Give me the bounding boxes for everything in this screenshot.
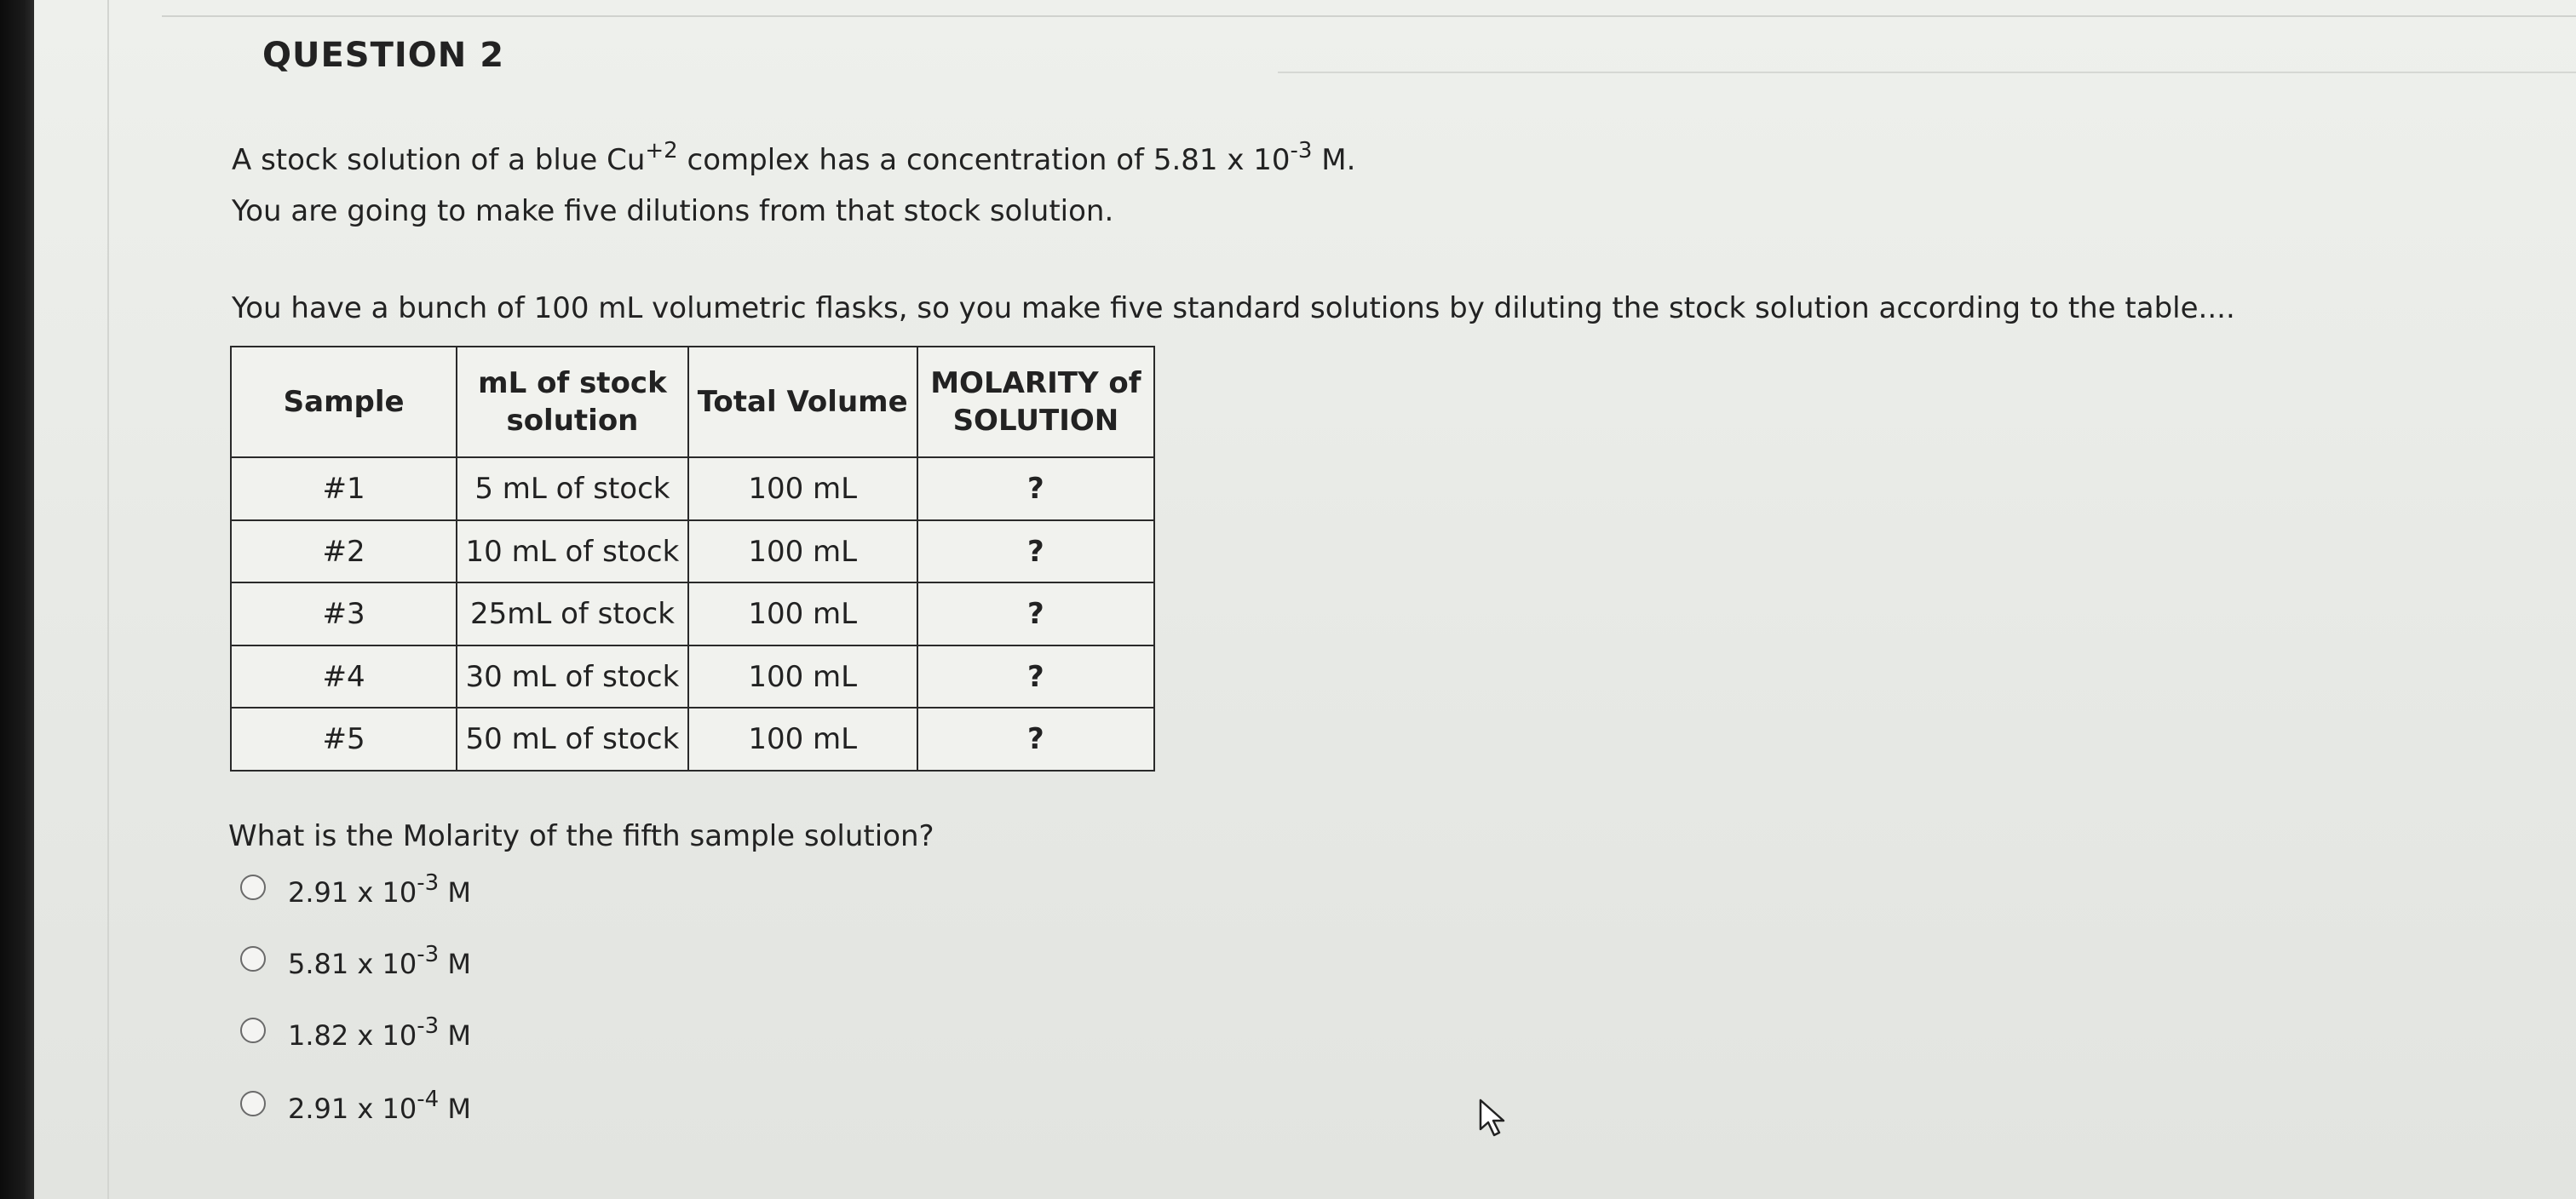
radio-button-icon[interactable] (240, 946, 266, 972)
cell-sample: #4 (231, 645, 457, 708)
header-ml-line1: mL of stock (478, 366, 667, 401)
concentration-exponent: -3 (1290, 138, 1313, 164)
cell-ml-stock: 10 mL of stock (457, 520, 687, 583)
cell-sample: #3 (231, 582, 457, 645)
option-unit: M (439, 876, 471, 909)
header-sample: Sample (231, 347, 457, 457)
question-line-3: You have a bunch of 100 mL volumetric flasks, so you make five standard solutions by diluting the stock solution according to the table.... (232, 291, 2235, 325)
line1-text-middle: complex has a concentration of 5.81 x 10 (677, 143, 1291, 177)
table-row (231, 582, 1154, 645)
question-line-2: You are going to make five dilutions from that stock solution. (232, 194, 1114, 228)
answer-option-1[interactable] (240, 862, 471, 913)
option-mantissa: 5.81 x 10 (288, 948, 417, 980)
cell-ml-stock: 50 mL of stock (457, 708, 687, 771)
cell-total-volume: 100 mL (688, 520, 917, 583)
copper-charge: +2 (645, 138, 678, 164)
option-exponent: -3 (417, 942, 440, 967)
option-unit: M (439, 1093, 471, 1125)
cell-ml-stock: 5 mL of stock (457, 457, 687, 520)
option-label[interactable] (288, 866, 471, 909)
monitor-bezel (0, 0, 34, 1199)
option-label[interactable] (288, 1082, 471, 1125)
header-total-volume: Total Volume (688, 347, 917, 457)
option-unit: M (439, 948, 471, 980)
line1-text-before: A stock solution of a blue Cu (232, 143, 646, 177)
table-row (231, 457, 1154, 520)
header-mol-line1: MOLARITY of (930, 366, 1141, 401)
cell-total-volume: 100 mL (688, 582, 917, 645)
header-ml-line2: solution (506, 404, 639, 439)
page-header-divider (1278, 72, 2576, 73)
option-mantissa: 1.82 x 10 (288, 1019, 417, 1052)
cell-molarity: ? (917, 645, 1154, 708)
cell-total-volume: 100 mL (688, 457, 917, 520)
option-mantissa: 2.91 x 10 (288, 1093, 417, 1125)
cell-sample: #1 (231, 457, 457, 520)
line1-text-after: M. (1312, 143, 1356, 177)
header-mol-line2: SOLUTION (952, 404, 1119, 439)
cell-sample: #2 (231, 520, 457, 583)
answer-prompt: What is the Molarity of the fifth sample solution? (228, 819, 934, 853)
table-row (231, 645, 1154, 708)
dilution-table (230, 346, 1155, 772)
cell-ml-stock: 30 mL of stock (457, 645, 687, 708)
table-row (231, 708, 1154, 771)
question-title: QUESTION 2 (262, 36, 505, 75)
answer-option-4[interactable] (240, 1078, 471, 1129)
mouse-pointer-icon (1477, 1097, 1511, 1139)
cell-molarity: ? (917, 582, 1154, 645)
table-header-row (231, 347, 1154, 457)
option-mantissa: 2.91 x 10 (288, 876, 417, 909)
option-label[interactable] (288, 1009, 471, 1052)
cell-total-volume: 100 mL (688, 645, 917, 708)
option-exponent: -4 (417, 1087, 440, 1112)
question-line-1 (232, 138, 1356, 177)
answer-option-3[interactable] (240, 1005, 471, 1056)
cell-molarity: ? (917, 708, 1154, 771)
answer-option-2[interactable] (240, 933, 471, 984)
cell-molarity: ? (917, 457, 1154, 520)
header-ml-stock (457, 347, 687, 457)
header-molarity (917, 347, 1154, 457)
radio-button-icon[interactable] (240, 1091, 266, 1116)
option-unit: M (439, 1019, 471, 1052)
option-exponent: -3 (417, 1013, 440, 1039)
table-row (231, 520, 1154, 583)
radio-button-icon[interactable] (240, 1018, 266, 1043)
cell-molarity: ? (917, 520, 1154, 583)
option-exponent: -3 (417, 870, 440, 896)
radio-button-icon[interactable] (240, 875, 266, 900)
option-label[interactable] (288, 938, 471, 980)
page-left-divider (107, 0, 109, 1199)
cell-total-volume: 100 mL (688, 708, 917, 771)
cell-ml-stock: 25mL of stock (457, 582, 687, 645)
cell-sample: #5 (231, 708, 457, 771)
page-top-divider (162, 15, 2576, 17)
